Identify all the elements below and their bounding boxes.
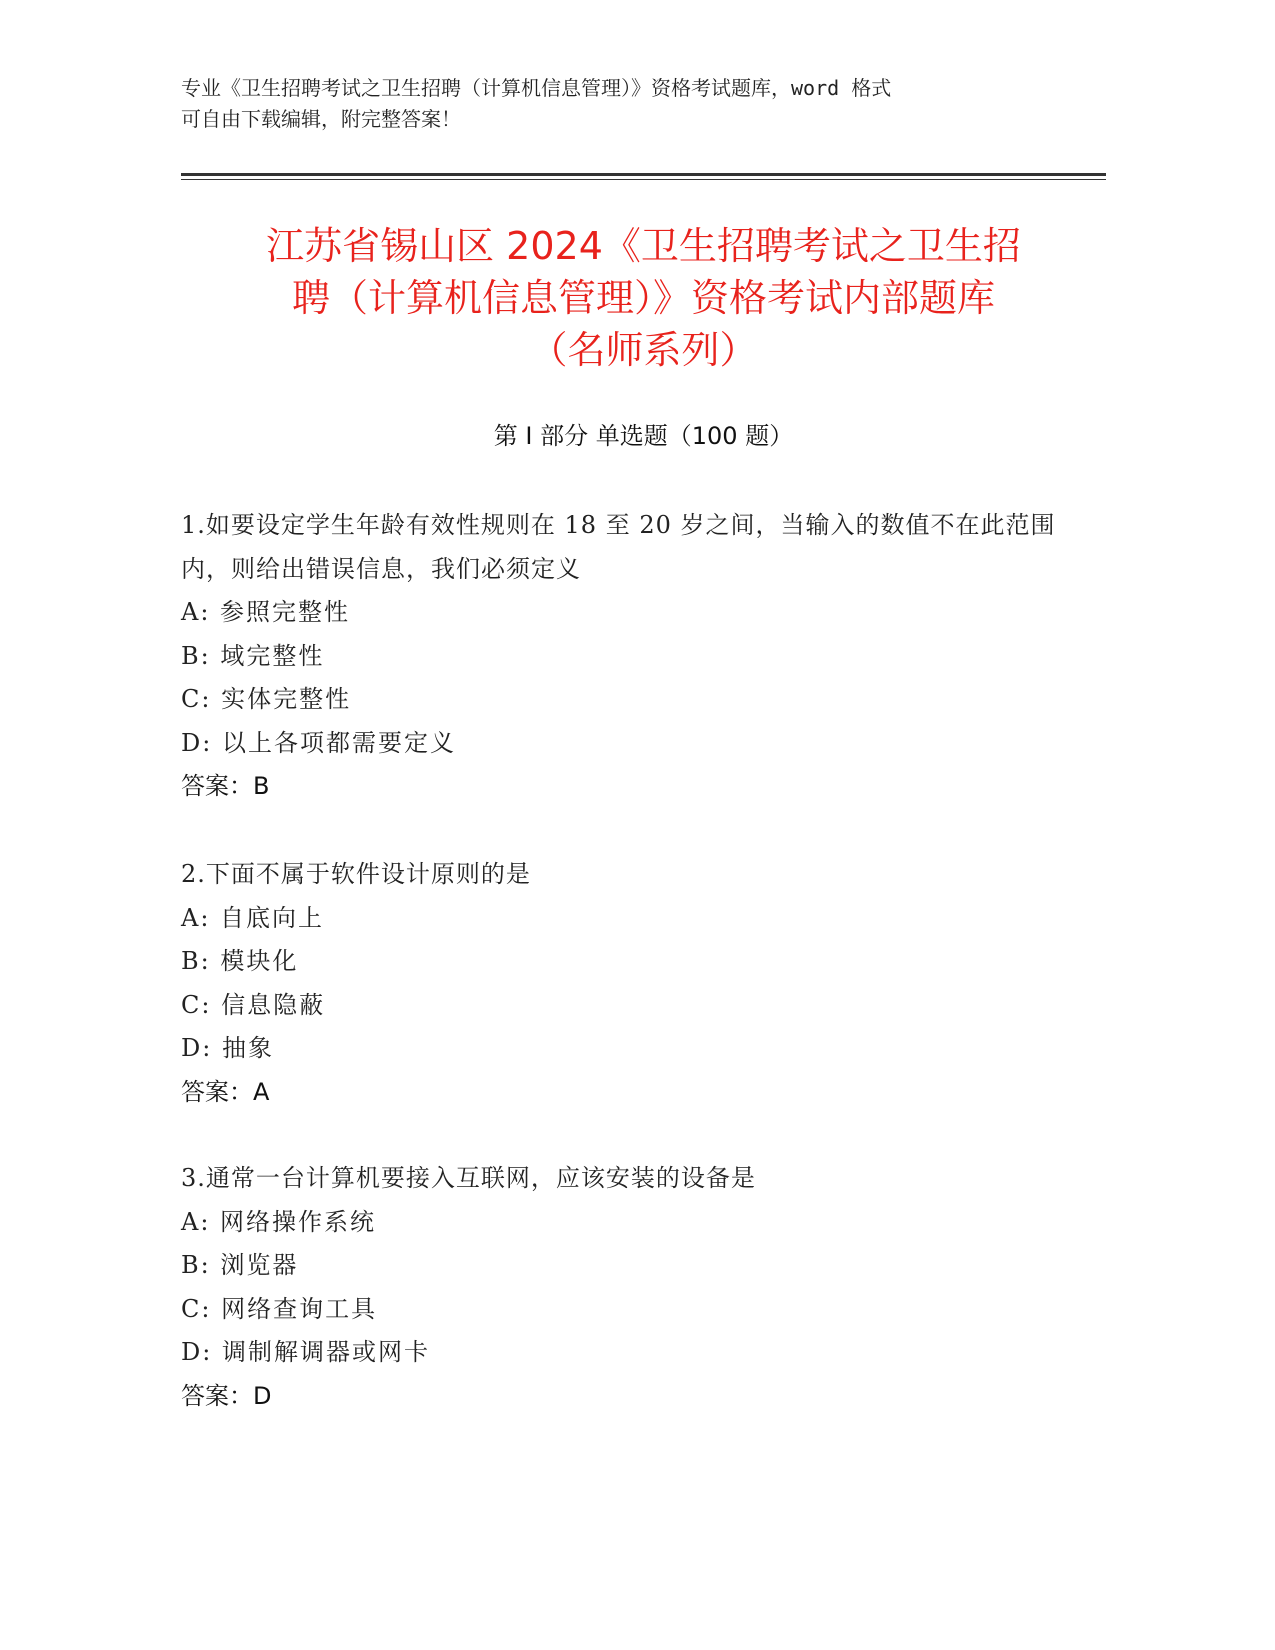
option-c: C: 信息隐蔽 bbox=[181, 990, 326, 1019]
document-intro bbox=[181, 73, 1061, 135]
title-line-2: 聘（计算机信息管理）》资格考试内部题库 bbox=[291, 276, 995, 320]
option-c: C: 实体完整性 bbox=[181, 685, 352, 713]
intro-line-2: 可自由下载编辑，附完整答案！ bbox=[181, 107, 461, 131]
question-stem: 3.通常一台计算机要接入互联网，应该安装的设备是 bbox=[181, 1164, 756, 1192]
question-1 bbox=[181, 504, 1061, 809]
option-a: A: 自底向上 bbox=[181, 903, 325, 932]
option-d: D: 抽象 bbox=[181, 1034, 274, 1062]
document-title bbox=[181, 220, 1106, 376]
question-2 bbox=[181, 853, 1061, 1114]
answer-line: 答案：B bbox=[181, 772, 270, 800]
option-a: A: 参照完整性 bbox=[181, 598, 351, 626]
question-stem: 1.如要设定学生年龄有效性规则在 18 至 20 岁之间，当输入的数值不在此范围内，则给出错误信息，我们必须定义 bbox=[181, 511, 1056, 583]
option-d: D: 以上各项都需要定义 bbox=[181, 728, 456, 757]
question-3 bbox=[181, 1157, 1061, 1418]
option-b: B: 浏览器 bbox=[181, 1251, 299, 1279]
answer-line: 答案：A bbox=[181, 1077, 270, 1106]
option-d: D: 调制解调器或网卡 bbox=[181, 1338, 430, 1366]
title-line-1: 江苏省锡山区 2024《卫生招聘考试之卫生招 bbox=[266, 224, 1021, 268]
option-b: B: 域完整性 bbox=[181, 641, 325, 670]
option-a: A: 网络操作系统 bbox=[181, 1207, 377, 1236]
question-stem: 2.下面不属于软件设计原则的是 bbox=[181, 860, 531, 888]
section-heading: 第 I 部分 单选题（100 题） bbox=[493, 422, 794, 450]
header-divider-thick bbox=[181, 173, 1106, 176]
option-c: C: 网络查询工具 bbox=[181, 1294, 378, 1323]
option-b: B: 模块化 bbox=[181, 947, 299, 975]
title-line-3: （名师系列） bbox=[529, 328, 758, 372]
answer-line: 答案：D bbox=[181, 1381, 272, 1410]
intro-line-1: 专业《卫生招聘考试之卫生招聘（计算机信息管理）》资格考试题库，word 格式 bbox=[181, 76, 892, 100]
header-divider-thin bbox=[181, 179, 1106, 180]
